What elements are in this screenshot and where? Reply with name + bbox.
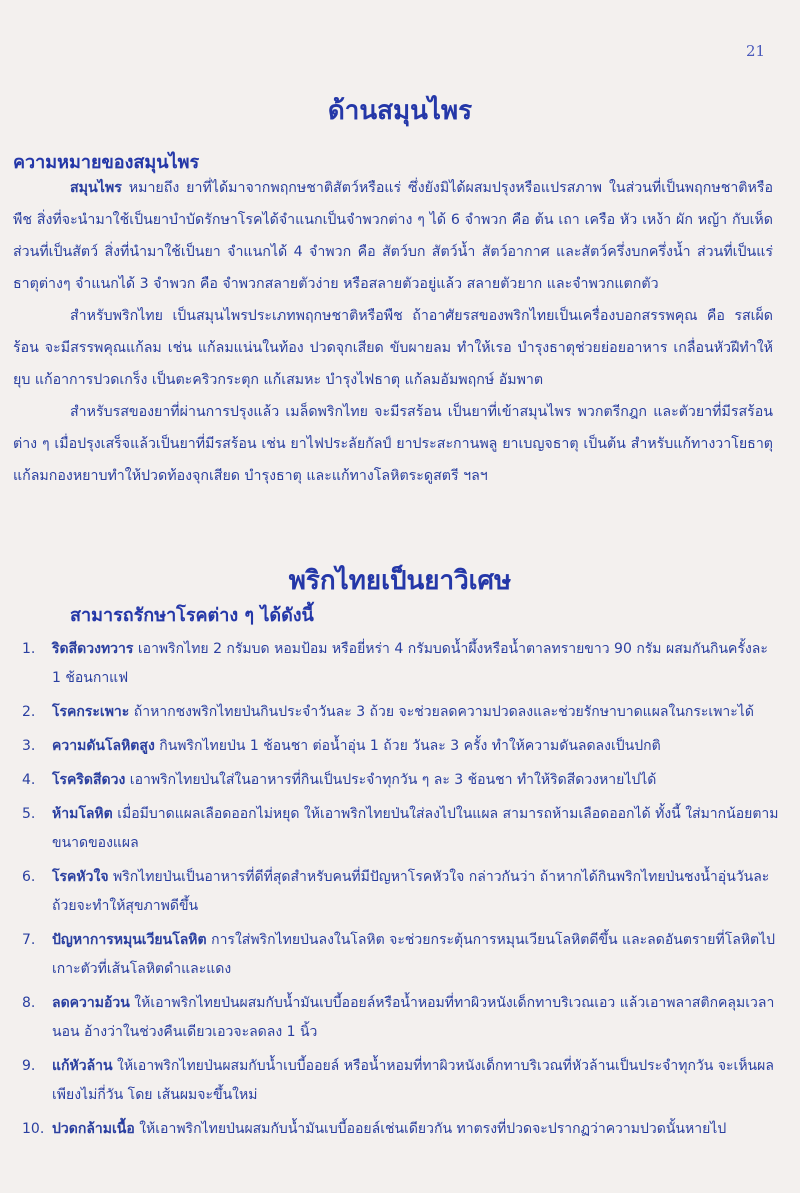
subtitle-pepper-cures: สามารถรักษาโรคต่าง ๆ ได้ดังนี้ xyxy=(70,605,314,626)
definition-text: หมายถึง ยาที่ได้มาจากพฤกษชาติสัตว์หรือแร่ ซึ่งยังมิได้ผสมปรุงหรือแปรสภาพ ในส่วนที่เป็นพฤกษชาติหรือพืช สิ่งที่จะนำมาใช้เป็นยาบำบัดรักษาโรคได้จำแนกเป็นจำพวกต่าง ๆ ได้ 6 จำพวก คือ ต้น เถา เครือ หัว เหง้า ผัก หญ้า กับเห็ด ส่วนที่เป็นสัตว์ สิ่งที่นำมาใช้เป็นยา จำแนกได้ 4 จำพวก คือ สัตว์บก สัตว์น้ำ สัตว์อากาศ และสัตว์ครึ่งบกครึ่งน้ำ ส่วนที่เป็นแร่ธาตุต่างๆ จำแนกได้ 3 จำพวก คือ จำพวกสลายตัวง่าย หรือสลายตัวอยู่แล้ว สลายตัวยาก และจำพวกแตกตัว xyxy=(13,180,773,292)
item-number: 1. xyxy=(22,641,36,657)
subtitle-herb-meaning: ความหมายของสมุนไพร xyxy=(13,152,200,173)
item-label: โรคกระเพาะ xyxy=(52,704,130,720)
item-label: ริดสีดวงทวาร xyxy=(52,641,134,657)
item-number: 2. xyxy=(22,704,36,720)
item-number: 5. xyxy=(22,806,36,822)
item-label: ลดความอ้วน xyxy=(52,995,130,1011)
item-number: 3. xyxy=(22,738,36,754)
list-item xyxy=(22,989,780,1047)
item-number: 4. xyxy=(22,772,36,788)
item-number: 9. xyxy=(22,1058,36,1074)
item-label: ปัญหาการหมุนเวียนโลหิต xyxy=(52,932,207,948)
item-text: การใส่พริกไทยป่นลงในโลหิต จะช่วยกระตุ้นการหมุนเวียนโลหิตดีขึ้น และลดอันตรายที่โลหิตไปเกาะตัวที่เส้นโลหิตดำและแดง xyxy=(52,932,776,977)
item-text: เอาพริกไทยป่นใส่ในอาหารที่กินเป็นประจำทุกวัน ๆ ละ 3 ช้อนชา ทำให้ริดสีดวงหายไปได้ xyxy=(125,772,657,788)
list-item xyxy=(22,766,780,795)
list-item xyxy=(22,635,780,693)
item-number: 10. xyxy=(22,1121,45,1137)
item-number: 7. xyxy=(22,932,36,948)
paragraph-definition xyxy=(13,172,773,300)
item-text: เมื่อมีบาดแผลเลือดออกไม่หยุด ให้เอาพริกไทยป่นใส่ลงไปในแผล สามารถห้ามเลือดออกได้ ทั้งนี้ ใส่มากน้อยตามขนาดของแผล xyxy=(52,806,779,851)
item-text: พริกไทยป่นเป็นอาหารที่ดีที่สุดสำหรับคนที่มีปัญหาโรคหัวใจ กล่าวกันว่า ถ้าหากได้กินพริกไทยป่นชงน้ำอุ่นวันละถ้วยจะทำให้สุขภาพดีขึ้น xyxy=(52,869,770,914)
item-number: 8. xyxy=(22,995,36,1011)
paragraph-pepper-properties: สำหรับพริกไทย เป็นสมุนไพรประเภทพฤกษชาติหรือพืช ถ้าอาศัยรสของพริกไทยเป็นเครื่องบอกสรรพคุณ คือ รสเผ็ดร้อน จะมีสรรพคุณแก้ลม เช่น แก้ลมแน่นในท้อง ปวดจุกเสียด ขับผายลม ทำให้เรอ บำรุงธาตุช่วยย่อยอาหาร เกลื่อนหัวฝีทำให้ยุบ แก้อาการปวดเกร็ง เป็นตะคริวกระตุก แก้เสมหะ บำรุงไฟธาตุ แก้ลมอัมพฤกษ์ อัมพาต xyxy=(13,308,773,388)
list-item xyxy=(22,926,780,984)
item-text: ให้เอาพริกไทยป่นผสมกับน้ำเบบี้ออยล์ หรือน้ำหอมที่ทาผิวหนังเด็กทาบริเวณที่หัวล้านเป็นประจำทุกวัน จะเห็นผลเพียงไม่กี่วัน โดย เส้นผมจะขึ้นใหม่ xyxy=(52,1058,774,1103)
list-item xyxy=(22,732,780,761)
item-text: ให้เอาพริกไทยป่นผสมกับน้ำมันเบบี้ออยล์เช่นเดียวกัน ทาตรงที่ปวดจะปรากฏว่าความปวดนั้นหายไป xyxy=(134,1121,727,1137)
list-item xyxy=(22,1052,780,1110)
item-text: ให้เอาพริกไทยป่นผสมกับน้ำมันเบบี้ออยล์หรือน้ำหอมที่ทาผิวหนังเด็กทาบริเวณเอว แล้วเอาพลาสติกคลุมเวลานอน อ้างว่าในช่วงคืนเดียวเอวจะลดลง 1 นิ้ว xyxy=(52,995,775,1040)
list-item xyxy=(22,863,780,921)
item-number: 6. xyxy=(22,869,36,885)
herb-paragraphs xyxy=(13,172,773,492)
item-label: ความดันโลหิตสูง xyxy=(52,738,155,754)
section-title-herbs: ด้านสมุนไพร xyxy=(327,96,473,126)
page-number: 21 xyxy=(746,42,766,60)
item-text: เอาพริกไทย 2 กรัมบด หอมป้อม หรือยี่หร่า 4 กรัมบดน้ำผึ้งหรือน้ำตาลทรายขาว 90 กรัม ผสมกันกินครั้งละ 1 ช้อนกาแฟ xyxy=(52,641,768,686)
list-item xyxy=(22,800,780,858)
term-herb: สมุนไพร xyxy=(70,180,122,196)
item-label: ห้ามโลหิต xyxy=(52,806,113,822)
item-label: ปวดกล้ามเนื้อ xyxy=(52,1121,135,1137)
remedy-list xyxy=(22,635,780,1149)
item-text: กินพริกไทยป่น 1 ช้อนชา ต่อน้ำอุ่น 1 ถ้วย วันละ 3 ครั้ง ทำให้ความดันลดลงเป็นปกติ xyxy=(154,738,661,754)
section-title-pepper: พริกไทยเป็นยาวิเศษ xyxy=(288,566,512,596)
list-item xyxy=(22,698,780,727)
list-item xyxy=(22,1115,780,1144)
paragraph-pepper-taste: สำหรับรสของยาที่ผ่านการปรุงแล้ว เมล็ดพริกไทย จะมีรสร้อน เป็นยาที่เข้าสมุนไพร พวกตรีกฎก และตัวยาที่มีรสร้อนต่าง ๆ เมื่อปรุงเสร็จแล้วเป็นยาที่มีรสร้อน เช่น ยาไฟประลัยกัลป์ ยาประสะกานพลู ยาเบญจธาตุ เป็นต้น สำหรับแก้ทางวาโยธาตุ แก้ลมกองหยาบทำให้ปวดท้องจุกเสียด บำรุงธาตุ และแก้ทางโลหิตระดูสตรี ฯลฯ xyxy=(13,404,773,484)
item-label: แก้หัวล้าน xyxy=(52,1058,113,1074)
item-label: โรคหัวใจ xyxy=(52,869,109,885)
item-label: โรคริดสีดวง xyxy=(52,772,126,788)
item-text: ถ้าหากชงพริกไทยป่นกินประจำวันละ 3 ถ้วย จะช่วยลดความปวดลงและช่วยรักษาบาดแผลในกระเพาะได้ xyxy=(129,704,754,720)
